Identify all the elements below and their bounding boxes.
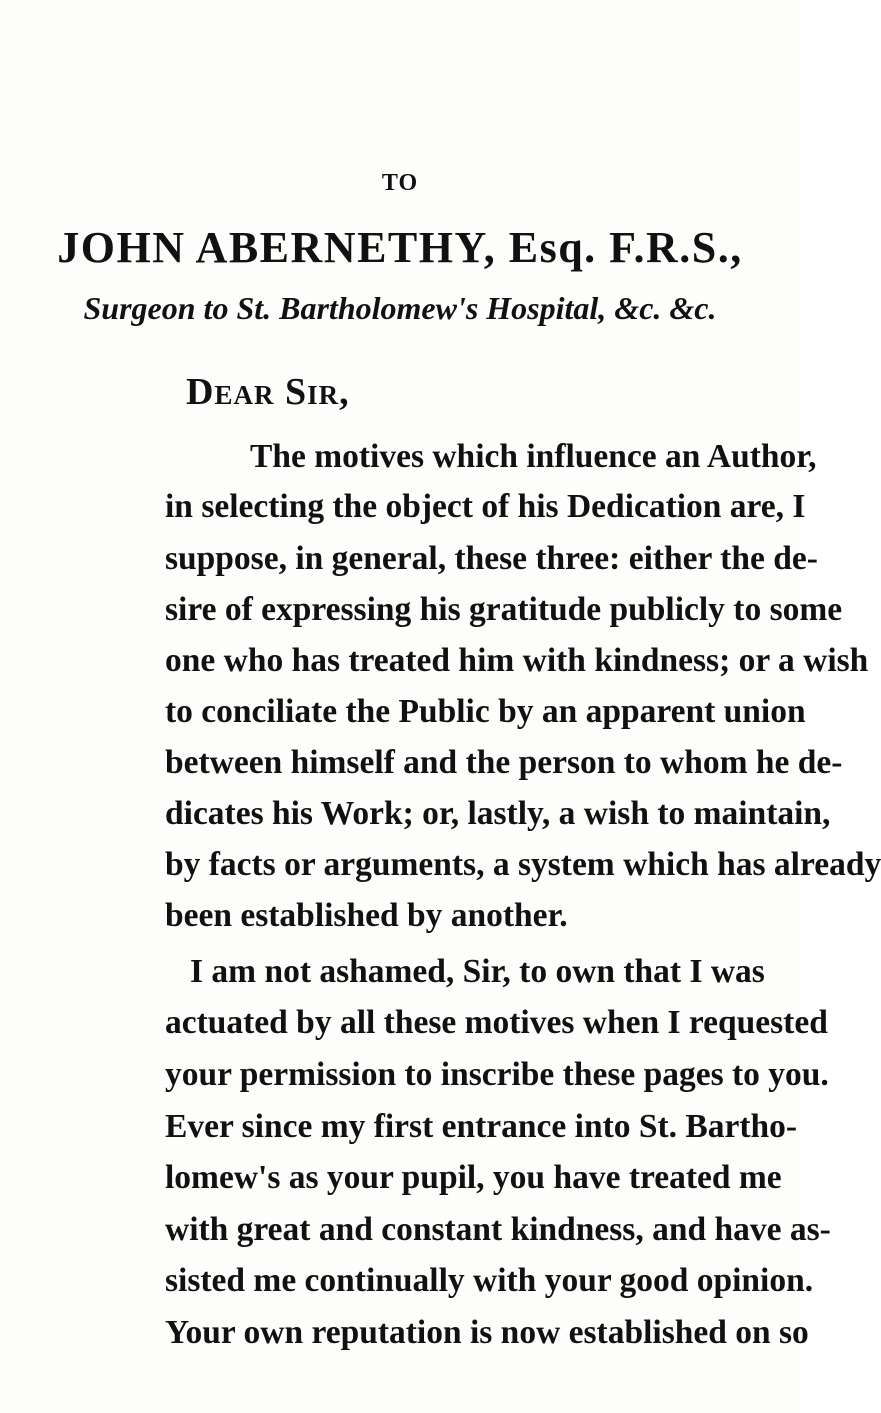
salutation: Dear Sir,	[186, 371, 350, 413]
dedicatee-name: JOHN ABERNETHY, Esq. F.R.S.,	[57, 223, 743, 272]
text-line: suppose, in general, these three: either the de-	[165, 540, 818, 577]
text-line: dicates his Work; or, lastly, a wish to maintain,	[165, 795, 831, 832]
text-line: Ever since my first entrance into St. Bartho-	[165, 1108, 798, 1145]
dedicatee-title: Surgeon to St. Bartholomew's Hospital, &c. &c.	[83, 290, 717, 326]
text-line: been established by another.	[165, 897, 568, 934]
text-line: by facts or arguments, a system which has already	[165, 846, 881, 883]
text-line: lomew's as your pupil, you have treated me	[165, 1159, 782, 1196]
text-line: sire of expressing his gratitude publicly to some	[165, 591, 843, 628]
text-line: to conciliate the Public by an apparent union	[165, 693, 806, 730]
text-line: Your own reputation is now established on so	[165, 1314, 809, 1351]
text-line: your permission to inscribe these pages to you.	[165, 1056, 829, 1093]
text-line: between himself and the person to whom he de-	[165, 744, 843, 781]
text-line: I am not ashamed, Sir, to own that I was	[190, 953, 765, 990]
text-line: in selecting the object of his Dedication are, I	[165, 488, 806, 525]
text-line: sisted me continually with your good opinion.	[165, 1262, 814, 1299]
text-line: one who has treated him with kindness; or a wish	[165, 642, 869, 679]
text-line: with great and constant kindness, and have as-	[165, 1211, 831, 1248]
dedication-to: TO	[381, 170, 419, 196]
text-line: actuated by all these motives when I requested	[165, 1004, 828, 1041]
text-line: The motives which influence an Author,	[250, 438, 817, 475]
